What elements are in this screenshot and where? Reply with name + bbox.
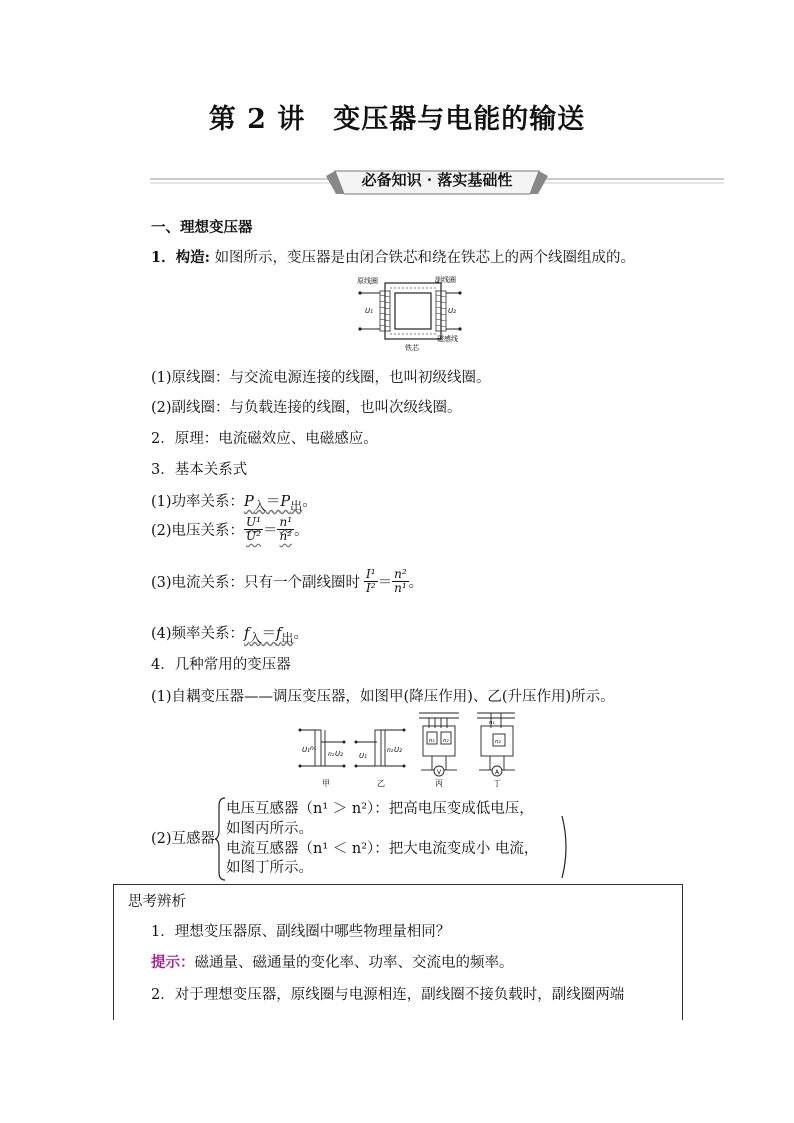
instrument-transformer-label: (2)互感器 [151,831,216,847]
item-text: 如图所示，变压器是由闭合铁芯和绕在铁芯上的两个线圈组成的。 [214,250,636,266]
label-jia: 甲 [322,779,330,788]
think-question-1: 1．理想变压器原、副线圈中哪些物理量相同？ [151,924,451,940]
f-in-sub: 入 [249,630,262,645]
page-title: 第 2 讲 变压器与电能的输送 [208,104,586,135]
frac-den: U² [246,529,261,543]
think-title: 思考辨析 [128,894,186,910]
frac-den: n¹ [394,581,407,595]
item-construction [151,246,635,267]
frac-num: n² [394,567,407,581]
jia-n1: n₁ [310,745,317,752]
section-heading: 一、理想变压器 [151,219,253,236]
frequency-relation [151,622,308,646]
bing-n2: n₂ [443,738,449,744]
u2-label: U₂ [448,307,456,315]
secondary-coil-def: (2)副线圈：与负载连接的线圈，也叫次级线圈。 [151,400,462,416]
equals-sign: ＝ [262,523,278,539]
principle: 2．原理：电流磁效应、电磁感应。 [151,431,378,447]
frac-num: n¹ [279,515,293,529]
frac-num: U¹ [246,515,261,529]
equals-sign: ＝ [377,575,393,591]
voltage-transformer-line1: 电压互感器（n¹ ＞ n²）：把高电压变成低电压， [226,801,534,817]
autotransformer-text: (1)自耦变压器——调压变压器，如图甲(降压作用)、乙(升压作用)所示。 [151,689,615,705]
transformer-diagram [355,275,465,353]
p-in-symbol: P [244,494,254,510]
voltmeter-symbol: V [437,769,442,776]
equals-sign: ＝ [261,626,276,642]
label-ding: 丁 [493,779,501,788]
core-label: 铁芯 [405,344,419,352]
f-in-symbol: f [244,626,250,642]
current-transformer-line2: 如图丁所示。 [226,860,313,876]
current-fraction-right [392,568,409,595]
flux-label: 磁感线 [437,335,458,343]
ding-n1: n₁ [489,720,495,726]
voltage-label: (2)电压关系： [151,523,245,539]
fig-bing [419,713,459,776]
jia-n2: n₂ [328,751,335,758]
label-bing: 丙 [435,779,443,788]
yi-u1: U₁ [359,752,367,760]
frac-den: I² [366,581,376,595]
voltage-fraction-left [244,516,263,543]
yi-u2: U₂ [394,746,402,754]
jia-u1: U₁ [302,746,310,754]
think-hint [151,951,514,972]
current-fraction-left [364,568,378,595]
f-out-symbol: f [276,626,282,642]
u1-label: U₁ [365,307,373,315]
item-number: 1．构造: [151,249,210,266]
voltage-transformer-line2: 如图丙所示。 [226,821,313,837]
banner-text: 必备知识 · 落实基础性 [361,171,513,189]
primary-coil-def: (1)原线圈：与交流电源连接的线圈，也叫初级线圈。 [151,370,491,386]
think-question-2: 2．对于理想变压器，原线圈与电源相连，副线圈不接负载时，副线圈两端 [151,987,625,1003]
primary-coil-label: 原线圈 [357,277,378,285]
p-out-symbol: P [280,494,291,510]
frac-den: n² [279,529,293,543]
p-in-sub: 入 [253,498,266,513]
p-out-sub: 出 [290,498,303,513]
yi-n2: n₂ [387,747,394,754]
hint-text: 磁通量、磁通量的变化率、功率、交流电的频率。 [194,955,514,971]
period: 。 [408,575,424,591]
secondary-coil-label: 副线圈 [435,276,456,284]
power-relation [151,490,317,514]
voltage-relation [151,516,309,543]
label-yi: 乙 [377,779,385,788]
frequency-label: (4)频率关系： [151,626,245,642]
right-paren [560,814,572,880]
current-transformer-line1: 电流互感器（n¹ ＜ n²）：把大电流变成小 电流， [226,841,539,857]
equals-sign: ＝ [265,494,281,510]
ding-n2: n₂ [495,739,501,745]
power-label: (1)功率关系： [151,494,245,510]
relations-heading: 3．基本关系式 [151,462,248,478]
current-label: (3)电流关系：只有一个副线圈时 [151,575,361,591]
transformer-types-figure [295,708,535,788]
ammeter-symbol: A [495,769,500,776]
frac-num: I¹ [366,567,376,581]
hint-label: 提示： [151,954,195,971]
period: 。 [294,523,309,539]
jia-u2: U₂ [335,750,343,758]
common-transformers-heading: 4．几种常用的变压器 [151,657,291,673]
period: 。 [293,626,308,642]
current-relation [151,568,423,595]
f-out-sub: 出 [281,630,294,645]
bing-n1: n₁ [429,738,435,744]
voltage-fraction-right [277,516,294,543]
period: 。 [302,494,317,510]
